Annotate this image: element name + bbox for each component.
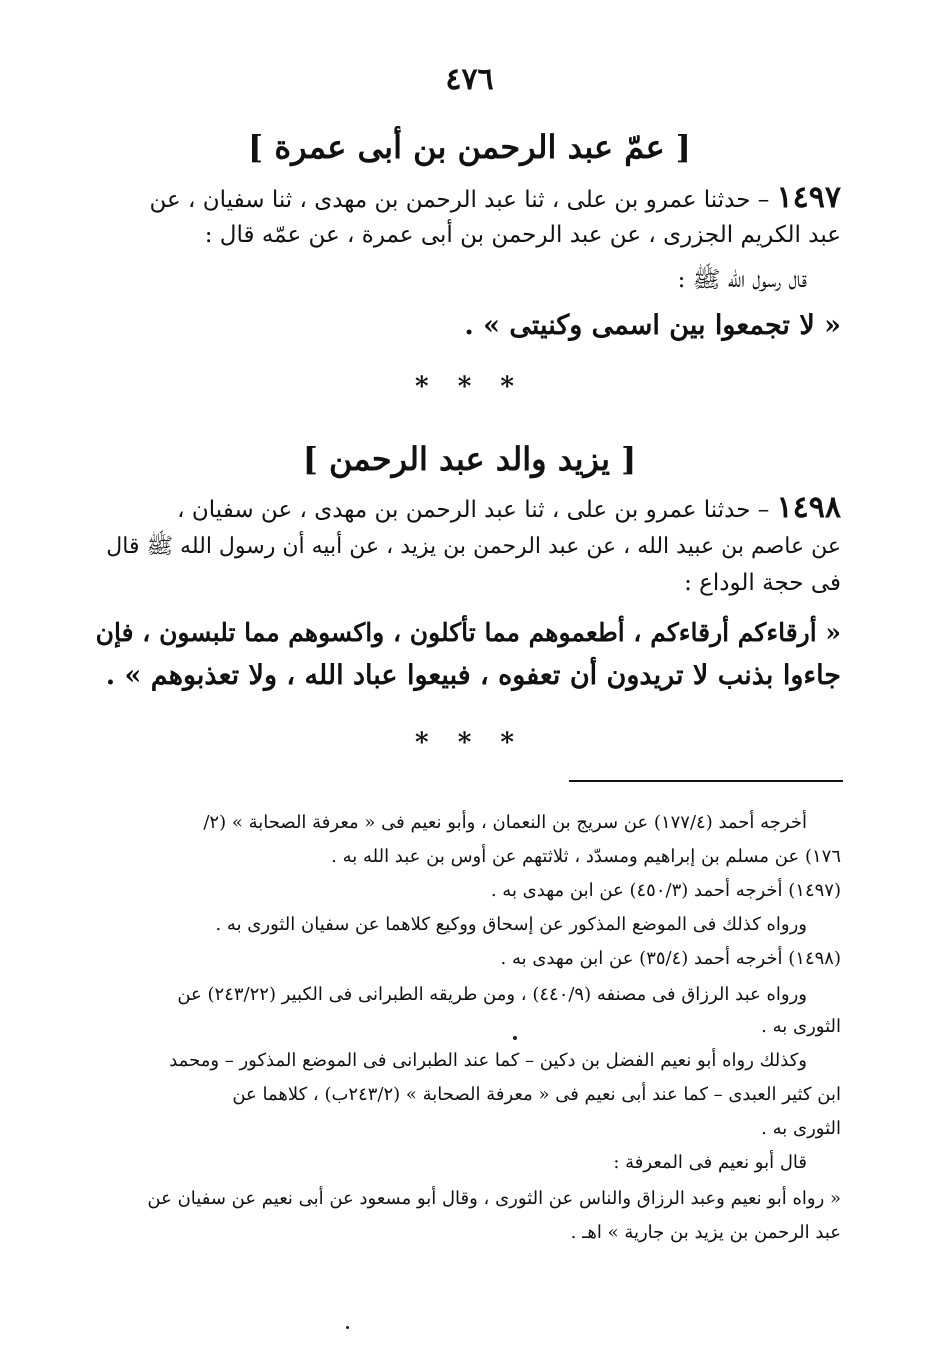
hadith-1-line-3: قال رسول الله ﷺ : bbox=[677, 267, 807, 293]
footnote-line: الثورى به . bbox=[761, 1118, 841, 1139]
footnote-line: (١٤٩٨) أخرجه أحمد (٣٥/٤) عن ابن مهدى به . bbox=[500, 948, 841, 969]
footnote-line: ابن كثير العبدى – كما عند أبى نعيم فى « معرفة الصحابة » (٢٤٣/٢ب) ، كلاهما عن bbox=[232, 1084, 841, 1105]
page-number: ٤٧٦ bbox=[445, 62, 494, 97]
footnote-divider bbox=[569, 780, 843, 782]
hadith-1-text-1: – حدثنا عمرو بن على ، ثنا عبد الرحمن بن مهدى ، ثنا سفيان ، عن bbox=[149, 187, 770, 213]
hadith-number-1497: ١٤٩٧ bbox=[776, 180, 841, 215]
hadith-number-1498: ١٤٩٨ bbox=[776, 490, 841, 525]
hadith-2-quote-line-2: جاءوا بذنب لا تريدون أن تعفوه ، فبيعوا عباد الله ، ولا تعذبوهم » . bbox=[105, 660, 841, 691]
separator-stars-1: * * * bbox=[415, 372, 524, 402]
footnote-line: عبد الرحمن بن يزيد بن جارية » اهـ . bbox=[570, 1222, 841, 1243]
footnote-line: ورواه كذلك فى الموضع المذكور عن إسحاق ووكيع كلاهما عن سفيان الثورى به . bbox=[215, 914, 807, 935]
hadith-1-line-1 bbox=[149, 180, 841, 215]
footnote-line: قال أبو نعيم فى المعرفة : bbox=[613, 1152, 807, 1173]
hadith-2-line-3: فى حجة الوداع : bbox=[684, 570, 841, 596]
scan-speck bbox=[346, 1326, 349, 1329]
hadith-2-line-1 bbox=[177, 490, 841, 525]
footnote-line: « رواه أبو نعيم وعبد الرزاق والناس عن الثورى ، وقال أبو مسعود عن أبى نعيم عن سفيان عن bbox=[147, 1188, 841, 1209]
hadith-2-quote-line-1: « أرقاءكم أرقاءكم ، أطعموهم مما تأكلون ، واكسوهم مما تلبسون ، فإن bbox=[95, 618, 841, 647]
hadith-1-line-2: عبد الكريم الجزرى ، عن عبد الرحمن بن أبى عمرة ، عن عمّه قال : bbox=[204, 222, 841, 248]
hadith-2-line-2: عن عاصم بن عبيد الله ، عن عبد الرحمن بن يزيد ، عن أبيه أن رسول الله ﷺ قال bbox=[106, 534, 841, 559]
footnote-line: ورواه عبد الرزاق فى مصنفه (٤٤٠/٩) ، ومن طريقه الطبرانى فى الكبير (٢٤٣/٢٢) عن bbox=[177, 984, 807, 1005]
footnote-line: وكذلك رواه أبو نعيم الفضل بن دكين – كما عند الطبرانى فى الموضع المذكور – ومحمد bbox=[169, 1050, 807, 1071]
scan-speck bbox=[513, 1036, 517, 1040]
footnote-line: (١٤٩٧) أخرجه أحمد (٤٥٠/٣) عن ابن مهدى به . bbox=[490, 880, 841, 901]
section-heading-2: [ يزيد والد عبد الرحمن ] bbox=[302, 440, 637, 478]
section-heading-1: [ عمّ عبد الرحمن بن أبى عمرة ] bbox=[248, 128, 691, 166]
hadith-2-text-1: – حدثنا عمرو بن على ، ثنا عبد الرحمن بن مهدى ، عن سفيان ، bbox=[177, 497, 770, 523]
hadith-1-quote: « لا تجمعوا بين اسمى وكنيتى » . bbox=[464, 310, 841, 341]
footnote-line: أخرجه أحمد (١٧٧/٤) عن سريج بن النعمان ، وأبو نعيم فى « معرفة الصحابة » (٢/ bbox=[203, 812, 807, 833]
separator-stars-2: * * * bbox=[415, 728, 524, 758]
footnote-line: الثورى به . bbox=[761, 1016, 841, 1037]
footnote-line: ١٧٦) عن مسلم بن إبراهيم ومسدّد ، ثلاثتهم عن أوس بن عبد الله به . bbox=[331, 846, 841, 867]
